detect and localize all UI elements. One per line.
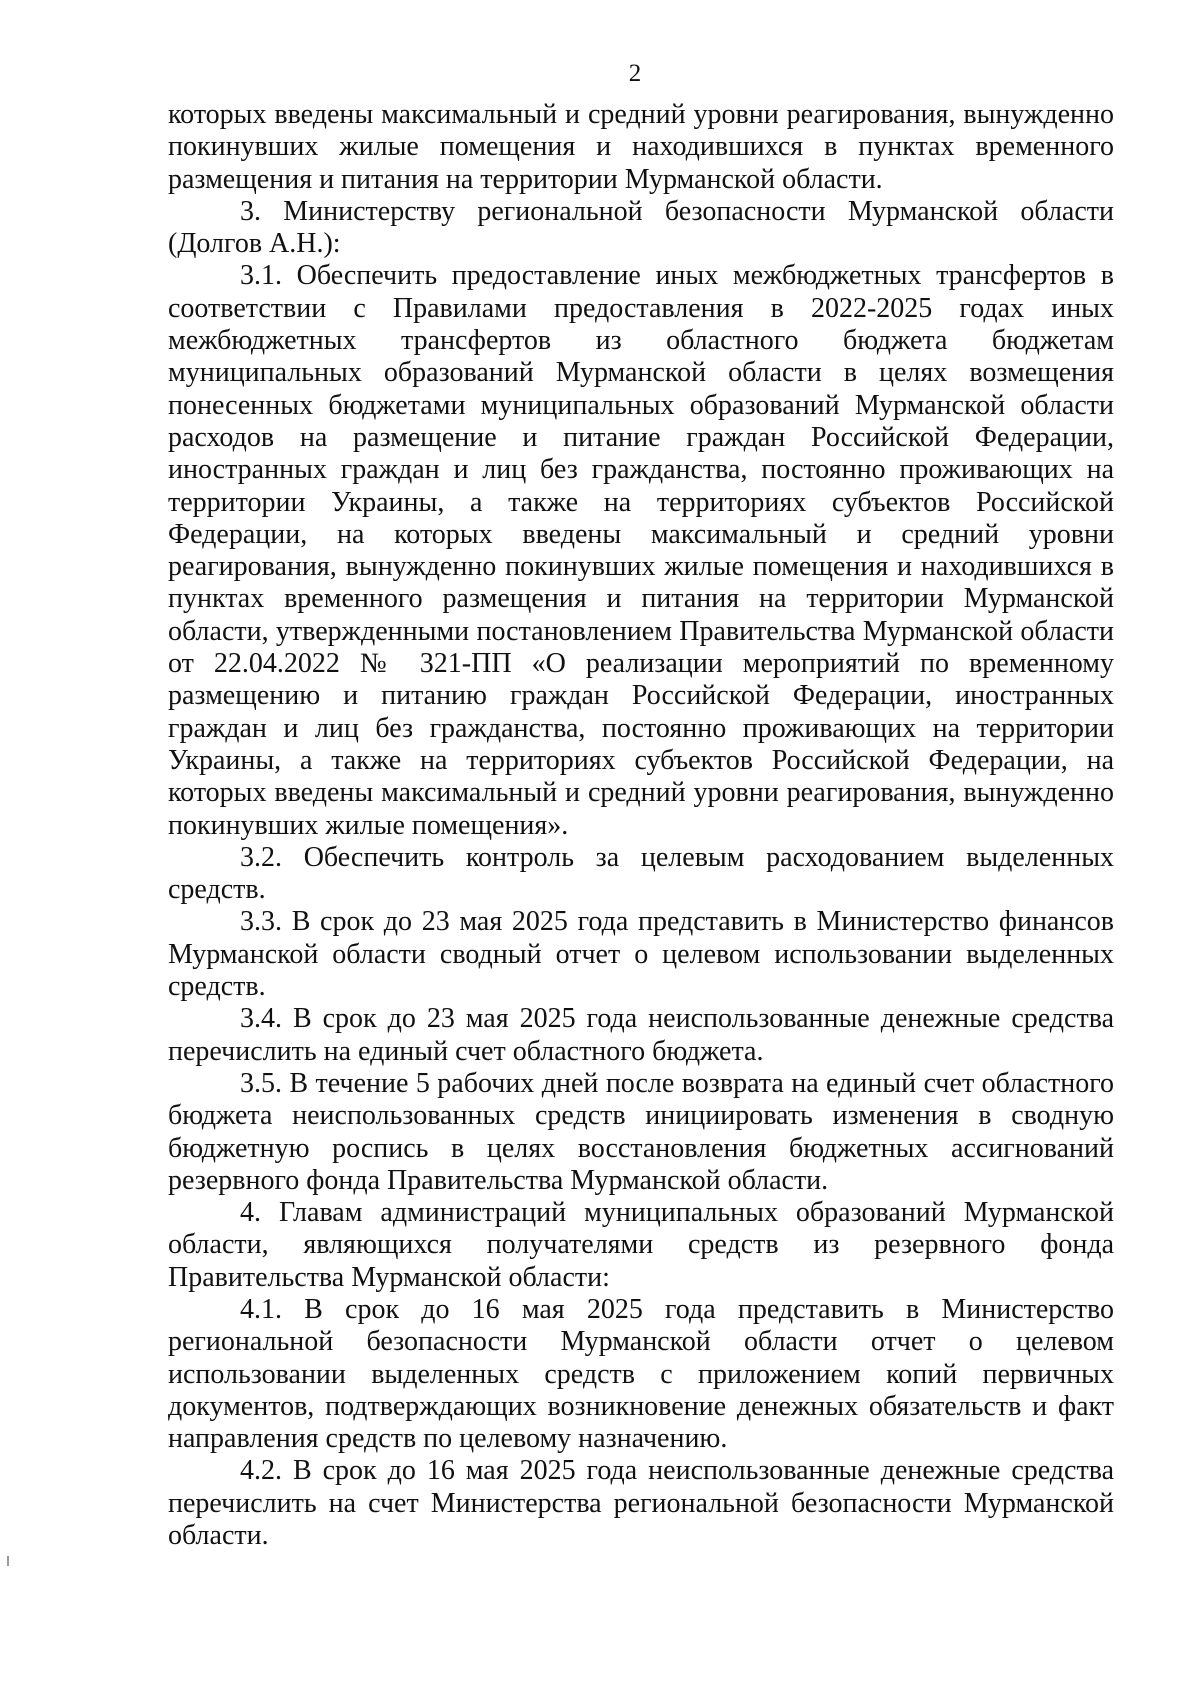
document-body [168, 99, 1114, 1552]
paragraph-item-3-3: 3.3. В срок до 23 мая 2025 года представить в Министерство финансов Мурманской области сводный отчет о целевом использовании выделенных средств. [168, 906, 1114, 1003]
paragraph-item-4: 4. Главам администраций муниципальных образований Мурманской области, являющихся получателями средств из резервного фонда Правительства Мурманской области: [168, 1197, 1114, 1293]
paragraph-item-4-1: 4.1. В срок до 16 мая 2025 года представить в Министерство региональной безопасности Мурманской области отчет о целевом использовании выделенных средств с приложением копий первичных документов, подтверждающих возникновение денежных обязательств и факт направления средств по целевому назначению. [168, 1293, 1114, 1455]
scan-artifact [7, 1556, 9, 1566]
paragraph-continuation: которых введены максимальный и средний уровни реагирования, вынужденно покинувших жилые помещения и находившихся в пунктах временного размещения и питания на территории Мурманской области. [168, 99, 1114, 195]
page-number: 2 [628, 60, 642, 87]
paragraph-item-3: 3. Министерству региональной безопасности Мурманской области (Долгов А.Н.): [168, 195, 1114, 260]
paragraph-item-3-1: 3.1. Обеспечить предоставление иных межбюджетных трансфертов в соответствии с Правилами предоставления в 2022-2025 годах иных межбюджетных трансфертов из областного бюджета бюджетам муниципальных образований Мурманской области в целях возмещения понесенных бюджетами муниципальных образований Мурманской области расходов на размещение и питание граждан Российской Федерации, иностранных граждан и лиц без гражданства, постоянно проживающих на территории Украины, а также на территориях субъектов Российской Федерации, на которых введены максимальный и средний уровни реагирования, вынужденно покинувших жилые помещения и находившихся в пунктах временного размещения и питания на территории Мурманской области, утвержденными постановлением Правительства Мурманской области от 22.04.2022 № 321-ПП «О реализации мероприятий по временному размещению и питанию граждан Российской Федерации, иностранных граждан и лиц без гражданства, постоянно проживающих на территории Украины, а также на территориях субъектов Российской Федерации, на которых введены максимальный и средний уровни реагирования, вынужденно покинувших жилые помещения». [168, 260, 1114, 841]
paragraph-item-3-2: 3.2. Обеспечить контроль за целевым расходованием выделенных средств. [168, 841, 1114, 906]
paragraph-item-3-5: 3.5. В течение 5 рабочих дней после возврата на единый счет областного бюджета неиспользованных средств инициировать изменения в сводную бюджетную роспись в целях восстановления бюджетных ассигнований резервного фонда Правительства Мурманской области. [168, 1067, 1114, 1196]
paragraph-item-4-2: 4.2. В срок до 16 мая 2025 года неиспользованные денежные средства перечислить на счет Министерства региональной безопасности Мурманской области. [168, 1455, 1114, 1552]
paragraph-item-3-4: 3.4. В срок до 23 мая 2025 года неиспользованные денежные средства перечислить на единый счет областного бюджета. [168, 1003, 1114, 1067]
